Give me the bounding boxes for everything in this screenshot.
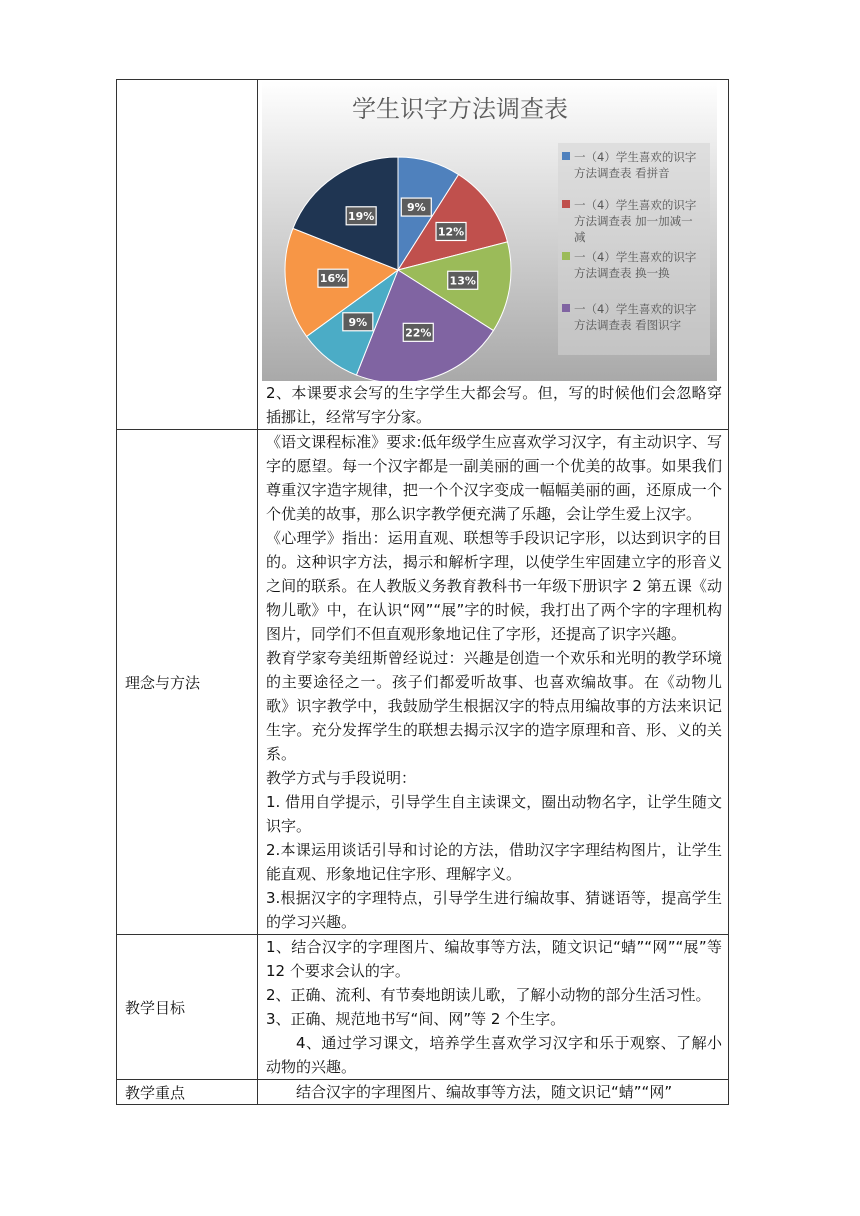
legend-label: 方法调查表 看图识字: [574, 318, 682, 332]
pie-data-label: [318, 269, 348, 287]
row3-label: 教学目标: [117, 935, 258, 1080]
row2-label: 理念与方法: [117, 430, 258, 935]
paragraph: 《语文课程标准》要求:低年级学生应喜欢学习汉字，有主动识字、写字的愿望。每一个汉字都是一副美丽的画一个优美的故事。如果我们尊重汉字造字规律，把一个个汉字变成一幅幅美丽的画，还原成一个个优美的故事，那么识字教学便充满了乐趣，会让学生爱上汉字。: [266, 433, 722, 523]
legend-label: 一（4）学生喜欢的识字: [574, 302, 697, 316]
document-table: [116, 79, 729, 1105]
legend-label: 一（4）学生喜欢的识字: [574, 198, 697, 212]
pie-data-label: [448, 271, 478, 289]
pie-data-label: [403, 323, 433, 341]
paragraph: 3、正确、规范地书写“间、网”等 2 个生字。: [266, 1010, 566, 1028]
legend-swatch: [562, 200, 570, 208]
svg-text:16%: 16%: [319, 272, 347, 286]
table-row: [117, 935, 729, 1080]
row4-label: 教学重点: [117, 1080, 258, 1105]
legend-label: 减: [574, 230, 586, 244]
paragraph: 1、结合汉字的字理图片、编故事等方法，随文识记“蜻”“网”“展”等 12 个要求会认的字。: [266, 938, 722, 980]
legend-swatch: [562, 252, 570, 260]
pie-data-label: [401, 198, 431, 216]
paragraph: 3.根据汉字的字理特点，引导学生进行编故事、猜谜语等，提高学生的学习兴趣。: [266, 889, 722, 931]
paragraph: 2、正确、流利、有节奏地朗读儿歌，了解小动物的部分生活习性。: [266, 986, 711, 1004]
table-row: [117, 1080, 729, 1105]
paragraph: 《心理学》指出：运用直观、联想等手段识记字形，以达到识字的目的。这种识字方法，揭示和解析字理，以使学生牢固建立字的形音义之间的联系。在人教版义务教育教科书一年级下册识字 2 第五课《动物儿歌》中，在认识“网”“展”字的时候，我打出了两个字的字理机构图片，同学们不但直观形象地记住了字形，还提高了识字兴趣。: [266, 529, 722, 643]
legend-swatch: [562, 304, 570, 312]
svg-text:12%: 12%: [437, 225, 465, 239]
pie-data-label: [346, 207, 376, 225]
paragraph: 2.本课运用谈话引导和讨论的方法，借助汉字字理结构图片，让学生能直观、形象地记住字形、理解字义。: [266, 841, 722, 883]
table-row: [117, 80, 729, 430]
table-row: [117, 430, 729, 935]
row4-text: 结合汉字的字理图片、编故事等方法，随文识记“蜻”“网”: [296, 1083, 673, 1101]
legend-swatch: [562, 152, 570, 160]
legend-label: 一（4）学生喜欢的识字: [574, 250, 697, 264]
pie-data-label: [343, 313, 373, 331]
row1-content: [258, 80, 729, 430]
paragraph: 教育学家夸美纽斯曾经说过：兴趣是创造一个欢乐和光明的教学环境的主要途径之一。孩子们都爱听故事、也喜欢编故事。在《动物儿歌》识字教学中，我鼓励学生根据汉字的特点用编故事的方法来识记生字。充分发挥学生的联想去揭示汉字的造字原理和音、形、义的关系。: [266, 649, 722, 763]
pie-chart-svg: [262, 81, 717, 381]
chart-title: 学生识字方法调查表: [352, 95, 568, 123]
paragraph: 1. 借用自学提示，引导学生自主读课文，圈出动物名字，让学生随文识字。: [266, 793, 722, 835]
paragraph: 4、通过学习课文，培养学生喜欢学习汉字和乐于观察、了解小动物的兴趣。: [266, 1034, 722, 1076]
row1-text: 2、本课要求会写的生字学生大都会写。但，写的时候他们会忽略穿插挪让，经常写字分家。: [266, 384, 722, 426]
legend-label: 方法调查表 换一换: [574, 266, 670, 280]
svg-text:22%: 22%: [405, 326, 432, 340]
paragraph: 教学方式与手段说明：: [266, 769, 417, 787]
row1-label: [117, 80, 258, 430]
legend-label: 方法调查表 加一加减一: [574, 214, 693, 228]
pie-chart: [262, 81, 717, 381]
svg-text:9%: 9%: [348, 315, 368, 329]
row4-content: [258, 1080, 729, 1105]
svg-text:19%: 19%: [347, 209, 375, 223]
svg-text:13%: 13%: [449, 274, 476, 288]
legend-label: 一（4）学生喜欢的识字: [574, 150, 697, 164]
pie-data-label: [436, 222, 466, 240]
svg-text:9%: 9%: [406, 201, 426, 215]
row2-content: [258, 430, 729, 935]
row3-content: [258, 935, 729, 1080]
legend-label: 方法调查表 看拼音: [574, 166, 670, 180]
